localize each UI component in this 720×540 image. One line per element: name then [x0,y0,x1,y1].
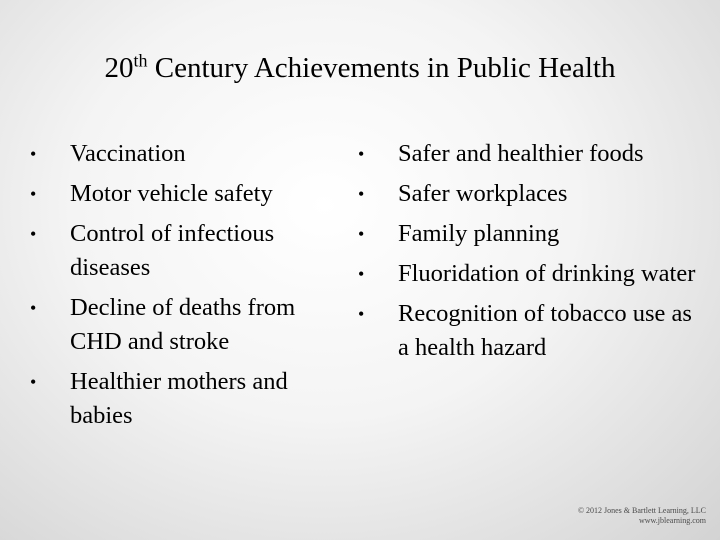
copyright-notice [578,506,706,526]
list-item [30,291,350,359]
list-item [30,177,350,211]
list-item [358,217,698,251]
list-item-text: Decline of deaths from CHD and stroke [70,294,296,355]
left-bullet-list [30,137,350,439]
bullet-icon: • [30,298,37,318]
list-item-text: Safer workplaces [398,180,568,207]
list-item-text: Motor vehicle safety [70,180,273,207]
list-item-text: Vaccination [70,140,186,167]
list-item [358,297,698,365]
list-item-text: Control of infectious diseases [70,220,275,281]
bullet-icon: • [30,224,37,244]
copyright-line: © 2012 Jones & Bartlett Learning, LLC [577,506,706,515]
slide-title-superscript: th [133,50,148,71]
list-item-text: Safer and healthier foods [398,140,644,167]
publisher-url: www.jblearning.com [638,516,706,525]
list-item [358,177,698,211]
list-item [30,217,350,285]
right-bullet-list [358,137,698,371]
bullet-icon: • [358,264,365,284]
list-item-text: Healthier mothers and babies [70,368,288,429]
bullet-icon: • [358,184,365,204]
slide-title-prefix: 20 [104,52,134,84]
bullet-icon: • [358,224,365,244]
slide-title [0,48,720,88]
list-item [30,137,350,171]
slide-title-rest: Century Achievements in Public Health [147,52,616,84]
list-item-text: Recognition of tobacco use as a health hazard [398,300,692,361]
bullet-icon: • [30,144,37,164]
list-item [30,365,350,433]
list-item [358,137,698,171]
list-item-text: Family planning [398,220,560,247]
bullet-icon: • [358,144,365,164]
list-item-text: Fluoridation of drinking water [398,260,696,287]
list-item [358,257,698,291]
bullet-icon: • [30,184,37,204]
bullet-icon: • [30,372,37,392]
bullet-icon: • [358,304,365,324]
